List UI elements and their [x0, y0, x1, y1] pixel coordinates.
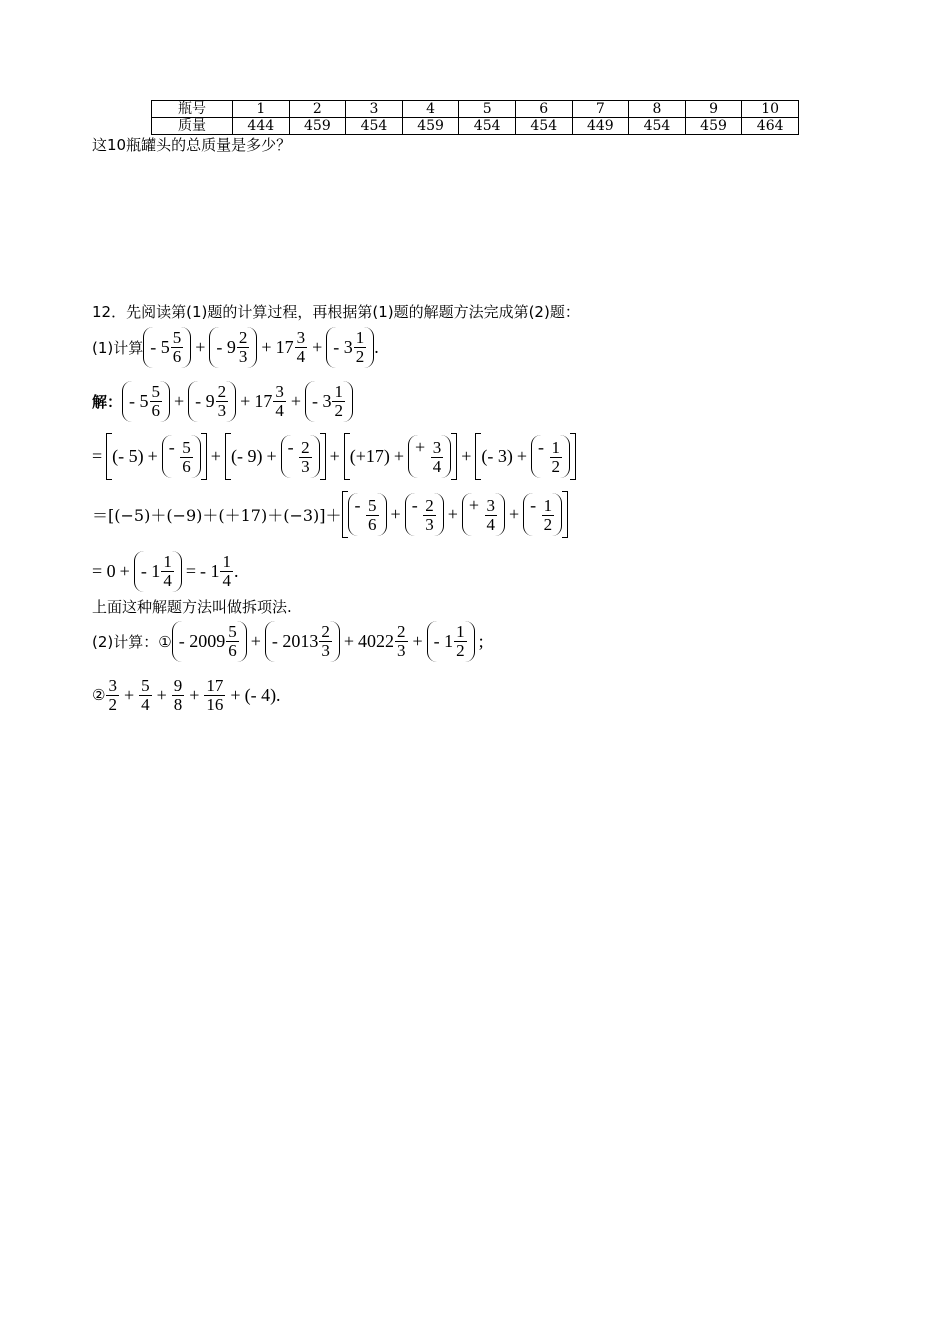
- q12-solution-line1: [92, 378, 353, 424]
- part2-label: (2)计算：①: [92, 632, 172, 651]
- method-note: 上面这种解题方法叫做拆项法.: [92, 598, 292, 616]
- math-expression: = 0 + - 1 1 4 = - 1 $\frac{1}{4}$ .: [92, 551, 239, 590]
- bottle-number-cell: 1: [233, 101, 290, 118]
- math-expression: - 5 5 6 + - 9 2 3 + 17 $\frac{3}{4}$ + - 3 1 2 .: [143, 327, 378, 368]
- row-header-mass: 质量: [152, 118, 233, 135]
- q12-part2-expression2: [92, 672, 281, 718]
- solution-label: 解：: [92, 392, 123, 411]
- mass-cell: 454: [459, 118, 516, 135]
- mass-cell: 444: [233, 118, 290, 135]
- bottle-number-cell: 7: [572, 101, 629, 118]
- mass-cell: 459: [685, 118, 742, 135]
- bottle-number-cell: 10: [742, 101, 799, 118]
- math-expression: = (- 5) + - $\frac{5}{6}$ + (- 9) + - $\frac{2}{3}$ + (+17) + + $\frac{3}{4}$ + (- 3) + - $\frac{1}{2}$: [92, 433, 576, 480]
- bottle-number-cell: 6: [515, 101, 572, 118]
- circled-two: ②: [92, 686, 106, 704]
- table-row: [152, 101, 799, 118]
- part1-label: (1)计算: [92, 338, 144, 357]
- row-header-bottle-number: 瓶号: [152, 101, 233, 118]
- mass-cell: 459: [402, 118, 459, 135]
- bottle-number-cell: 8: [629, 101, 686, 118]
- math-expression: 3 2 + $\frac{5}{4}$ + $\frac{9}{8}$ + $\frac{17}{16}$ + (- 4).: [108, 675, 281, 714]
- q12-solution-line3: [92, 490, 568, 538]
- math-expression: - $\frac{5}{6}$ + - $\frac{2}{3}$ + + $\frac{3}{4}$ + - $\frac{1}{2}$: [342, 491, 569, 538]
- q12-part1-expression: [92, 324, 379, 370]
- mass-cell: 464: [742, 118, 799, 135]
- bottle-number-cell: 5: [459, 101, 516, 118]
- math-expression: - 2009 5 6 + - 2013 2 3 + 4022 $\frac{2}{3}$ + - 1 1 2 ;: [172, 621, 484, 662]
- grouped-integers: ＝[(−5)＋(−9)＋(＋17)＋(−3)]＋: [92, 505, 342, 525]
- table-row: [152, 118, 799, 135]
- bottle-number-cell: 3: [346, 101, 403, 118]
- q12-solution-line2: [92, 432, 576, 480]
- q12-intro: 12．先阅读第(1)题的计算过程，再根据第(1)题的解题方法完成第(2)题：: [92, 303, 580, 321]
- math-expression: - 5 5 6 + - 9 2 3 + 17 $\frac{3}{4}$ + - 3 1 2: [122, 381, 353, 422]
- mass-cell: 454: [346, 118, 403, 135]
- mass-cell: 454: [515, 118, 572, 135]
- mass-cell: 459: [289, 118, 346, 135]
- q12-part2-expression1: [92, 618, 484, 664]
- bottle-mass-table: [151, 100, 799, 135]
- q11-question: 这10瓶罐头的总质量是多少？: [92, 136, 292, 154]
- mass-cell: 454: [629, 118, 686, 135]
- q12-solution-line4: [92, 548, 238, 594]
- mass-cell: 449: [572, 118, 629, 135]
- bottle-number-cell: 9: [685, 101, 742, 118]
- bottle-number-cell: 2: [289, 101, 346, 118]
- bottle-number-cell: 4: [402, 101, 459, 118]
